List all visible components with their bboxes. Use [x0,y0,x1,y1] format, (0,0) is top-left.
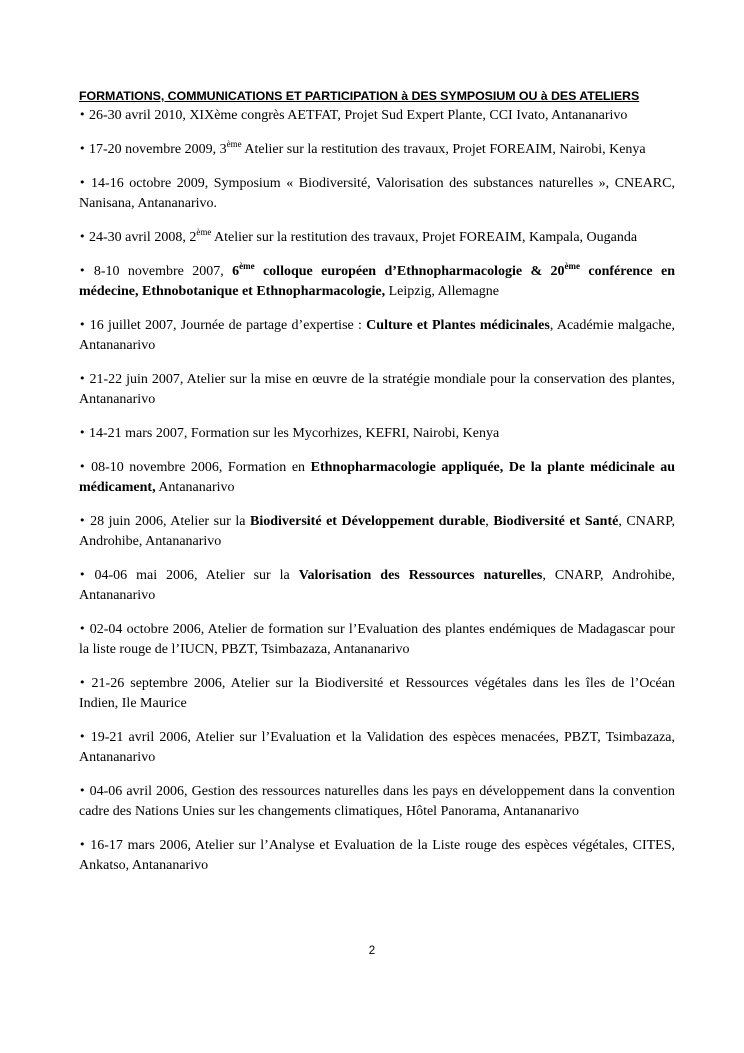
item-text: 16 juillet 2007, Journée de partage d’expertise : [89,318,367,333]
item-text: 04-06 mai 2006, Atelier sur la [94,568,299,583]
item-bold-text: colloque européen d’Ethnopharmacologie & 20 [254,264,565,279]
list-item [79,457,675,498]
item-bold-text: Valorisation des Ressources naturelles [298,568,543,583]
item-text: 08-10 novembre 2006, Formation en [91,460,311,475]
bullet-icon: • [79,176,86,189]
list-item [79,673,675,714]
item-text: , CNARP, Androhibe, Antananarivo [79,514,676,549]
item-text: 17-20 novembre 2009, 3 [89,142,227,157]
list-item [79,511,675,552]
bullet-icon: • [79,730,86,743]
item-text: 19-21 avril 2006, Atelier sur l’Evaluation et la Validation des espèces menacées, PBZT, Tsimbazaza, Antananarivo [79,730,676,765]
ordinal-superscript: ème [226,139,242,149]
list-item [79,727,675,768]
bullet-icon: • [79,460,86,473]
bullet-icon: • [79,784,86,797]
list-item [79,369,675,410]
item-text: 02-04 octobre 2006, Atelier de formation sur l’Evaluation des plantes endémiques de Madagascar pour la liste rouge de l’IUCN, PBZT, Tsimbazaza, Antananarivo [79,622,675,657]
item-text: 21-26 septembre 2006, Atelier sur la Biodiversité et Ressources végétales dans les îles de l’Océan Indien, Ile Maurice [79,676,675,711]
list-item [79,781,675,822]
item-text: , CNARP, Androhibe, Antananarivo [79,568,676,603]
ordinal-superscript: ème [239,261,255,271]
item-text: 21-22 juin 2007, Atelier sur la mise en œuvre de la stratégie mondiale pour la conservation des plantes, Antananarivo [79,372,676,407]
list-item [79,173,675,214]
item-bold-text: 6 [232,264,240,279]
bullet-icon: • [79,622,86,635]
bullet-icon: • [79,676,86,689]
item-text: , [485,514,494,529]
bullet-icon: • [79,838,86,851]
item-text: 26-30 avril 2010, XIXème congrès AETFAT, Projet Sud Expert Plante, CCI Ivato, Antananarivo [89,108,628,123]
item-text: Leipzig, Allemagne [385,284,499,299]
list-item [79,315,675,356]
bullet-icon: • [79,264,86,277]
item-text: 04-06 avril 2006, Gestion des ressources naturelles dans les pays en développement dans la convention cadre des Nations Unies sur les changements climatiques, Hôtel Panorama, Antananarivo [79,784,675,819]
bullet-icon: • [79,514,86,527]
item-bold-text: Culture et Plantes médicinales [366,318,550,333]
item-bold-text: Biodiversité et Développement durable [249,514,486,529]
item-text: 14-21 mars 2007, Formation sur les Mycorhizes, KEFRI, Nairobi, Kenya [89,426,500,441]
list-item [79,423,675,444]
item-text: 14-16 octobre 2009, Symposium « Biodiversité, Valorisation des substances naturelles », CNEARC, Nanisana, Antananarivo. [79,176,675,211]
item-text: , Académie malgache, Antananarivo [79,318,675,353]
document-body [79,88,675,876]
list-item [79,261,675,302]
item-text: Atelier sur la restitution des travaux, Projet FOREAIM, Kampala, Ouganda [211,230,638,245]
item-text: Atelier sur la restitution des travaux, Projet FOREAIM, Nairobi, Kenya [241,142,646,157]
page-number: 2 [368,945,376,957]
ordinal-superscript: ème [564,261,581,271]
item-bold-text: conférence en médecine, Ethnobotanique et Ethnopharmacologie, [79,264,676,299]
list-item [79,835,675,876]
item-text: Antananarivo [155,480,235,495]
item-text: 8-10 novembre 2007, [93,264,233,279]
bullet-icon: • [79,230,86,243]
list-item [79,139,675,160]
section-heading: FORMATIONS, COMMUNICATIONS ET PARTICIPATION à DES SYMPOSIUM OU à DES ATELIERS [79,89,640,103]
bullet-icon: • [79,142,86,155]
list-item [79,105,675,126]
item-text: 24-30 avril 2008, 2 [89,230,197,245]
item-bold-text: Ethnopharmacologie appliquée, De la plante médicinale au médicament, [79,460,676,495]
list-item [79,619,675,660]
bullet-icon: • [79,568,86,581]
ordinal-superscript: ème [196,227,212,237]
item-text: 16-17 mars 2006, Atelier sur l’Analyse et Evaluation de la Liste rouge des espèces végétales, CITES, Ankatso, Antananarivo [79,838,675,873]
item-text: 28 juin 2006, Atelier sur la [90,514,250,529]
item-bold-text: Biodiversité et Santé [493,514,619,529]
bullet-icon: • [79,108,86,121]
bullet-icon: • [79,372,86,385]
list-item [79,227,675,248]
bullet-icon: • [79,426,86,439]
list-item [79,565,675,606]
bullet-icon: • [79,318,86,331]
